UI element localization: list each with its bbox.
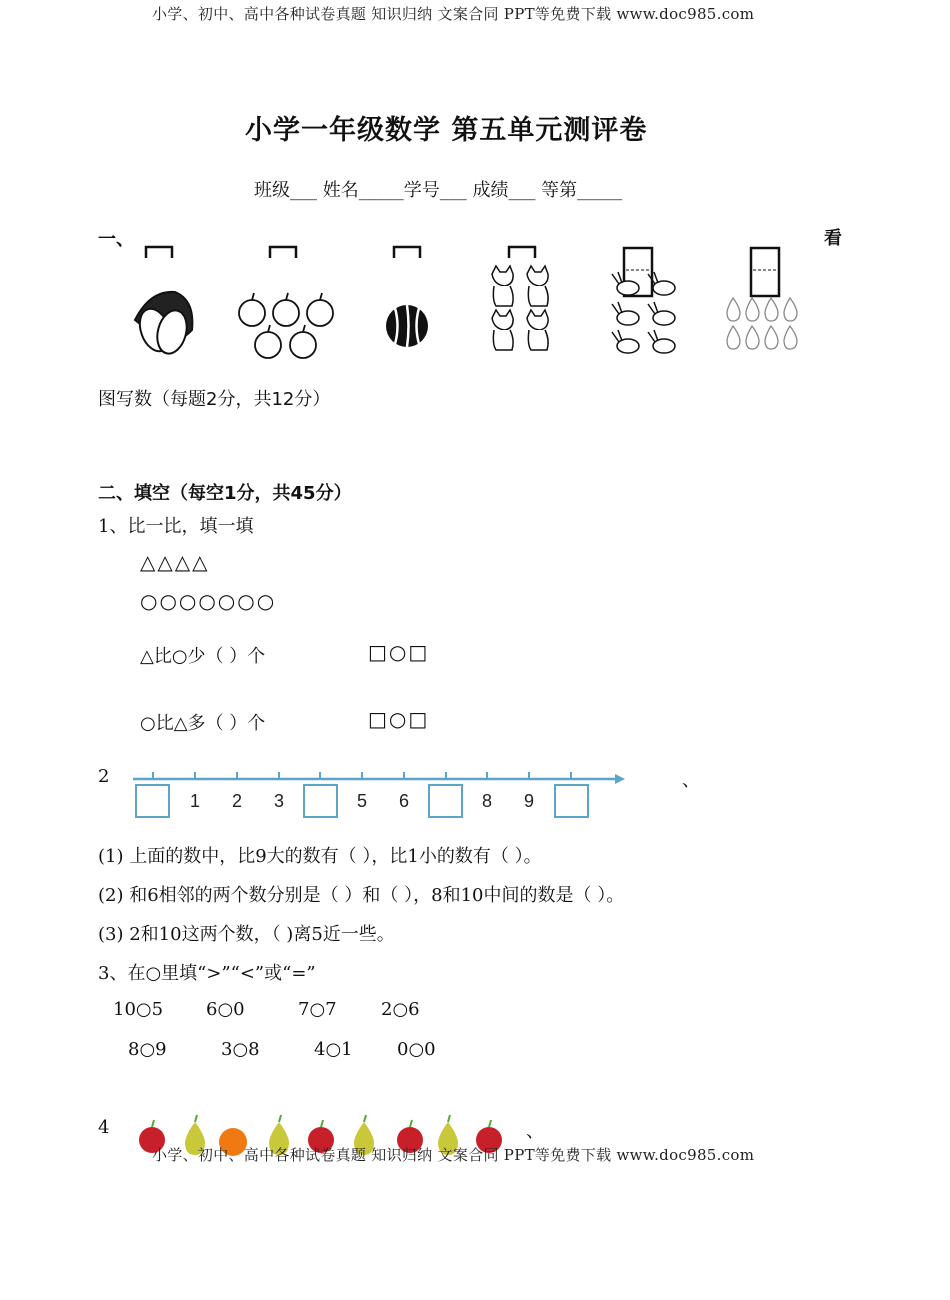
page-header: 小学、初中、高中各种试卷真题 知识归纳 文案合同 PPT等免费下载 www.doc985.com	[152, 5, 755, 23]
q3-item: 0○0	[397, 1039, 436, 1060]
section1-number: 一、	[98, 229, 134, 250]
q1-boxes-2: □○□	[368, 707, 430, 731]
page-title: 小学一年级数学 第五单元测评卷	[245, 115, 648, 146]
q1-label: 1、比一比，填一填	[98, 516, 254, 537]
number-line-label: 9	[523, 791, 535, 811]
q1-circles: ○○○○○○○	[140, 589, 277, 613]
q4-number: 4	[98, 1117, 110, 1138]
q3-item: 2○6	[381, 999, 420, 1020]
q2-sub2: (2) 和6相邻的两个数分别是（ ）和（ ），8和10中间的数是（ ）。	[98, 885, 625, 906]
number-line-label: 8	[481, 791, 493, 811]
q2-number: 2	[98, 766, 110, 787]
number-line-label: 6	[398, 791, 410, 811]
q3-item: 7○7	[298, 999, 337, 1020]
q2-mark: 、	[682, 770, 700, 791]
q1-line1: △比○少（ ）个	[140, 646, 266, 667]
q3-item: 3○8	[221, 1039, 260, 1060]
q3-item: 4○1	[314, 1039, 353, 1060]
q2-sub1: (1) 上面的数中，比9大的数有（ ），比1小的数有（ ）。	[98, 846, 542, 867]
section1-label: 图写数（每题2分，共12分）	[98, 389, 331, 410]
q4-mark: 、	[526, 1121, 544, 1142]
page-footer: 小学、初中、高中各种试卷真题 知识归纳 文案合同 PPT等免费下载 www.doc985.com	[152, 1146, 755, 1164]
q3-item: 6○0	[206, 999, 245, 1020]
q1-boxes-1: □○□	[368, 640, 430, 664]
student-info-line: 班级___ 姓名_____学号___ 成绩___ 等第_____	[254, 180, 623, 201]
number-line-label: 1	[189, 791, 201, 811]
q1-triangles: △△△△	[140, 550, 210, 574]
section2-label: 二、填空（每空1分，共45分）	[98, 483, 352, 504]
q3-item: 8○9	[128, 1039, 167, 1060]
q3-item: 10○5	[113, 999, 164, 1020]
number-line-label: 3	[273, 791, 285, 811]
number-line-label: 2	[231, 791, 243, 811]
section1-trailing-char: 看	[824, 228, 842, 249]
q1-line2: ○比△多（ ）个	[140, 713, 266, 734]
q2-sub3: (3) 2和10这两个数，（ )离5近一些。	[98, 924, 395, 945]
number-line-label: 5	[356, 791, 368, 811]
q3-label: 3、在○里填“>”“<”或“=”	[98, 963, 316, 984]
